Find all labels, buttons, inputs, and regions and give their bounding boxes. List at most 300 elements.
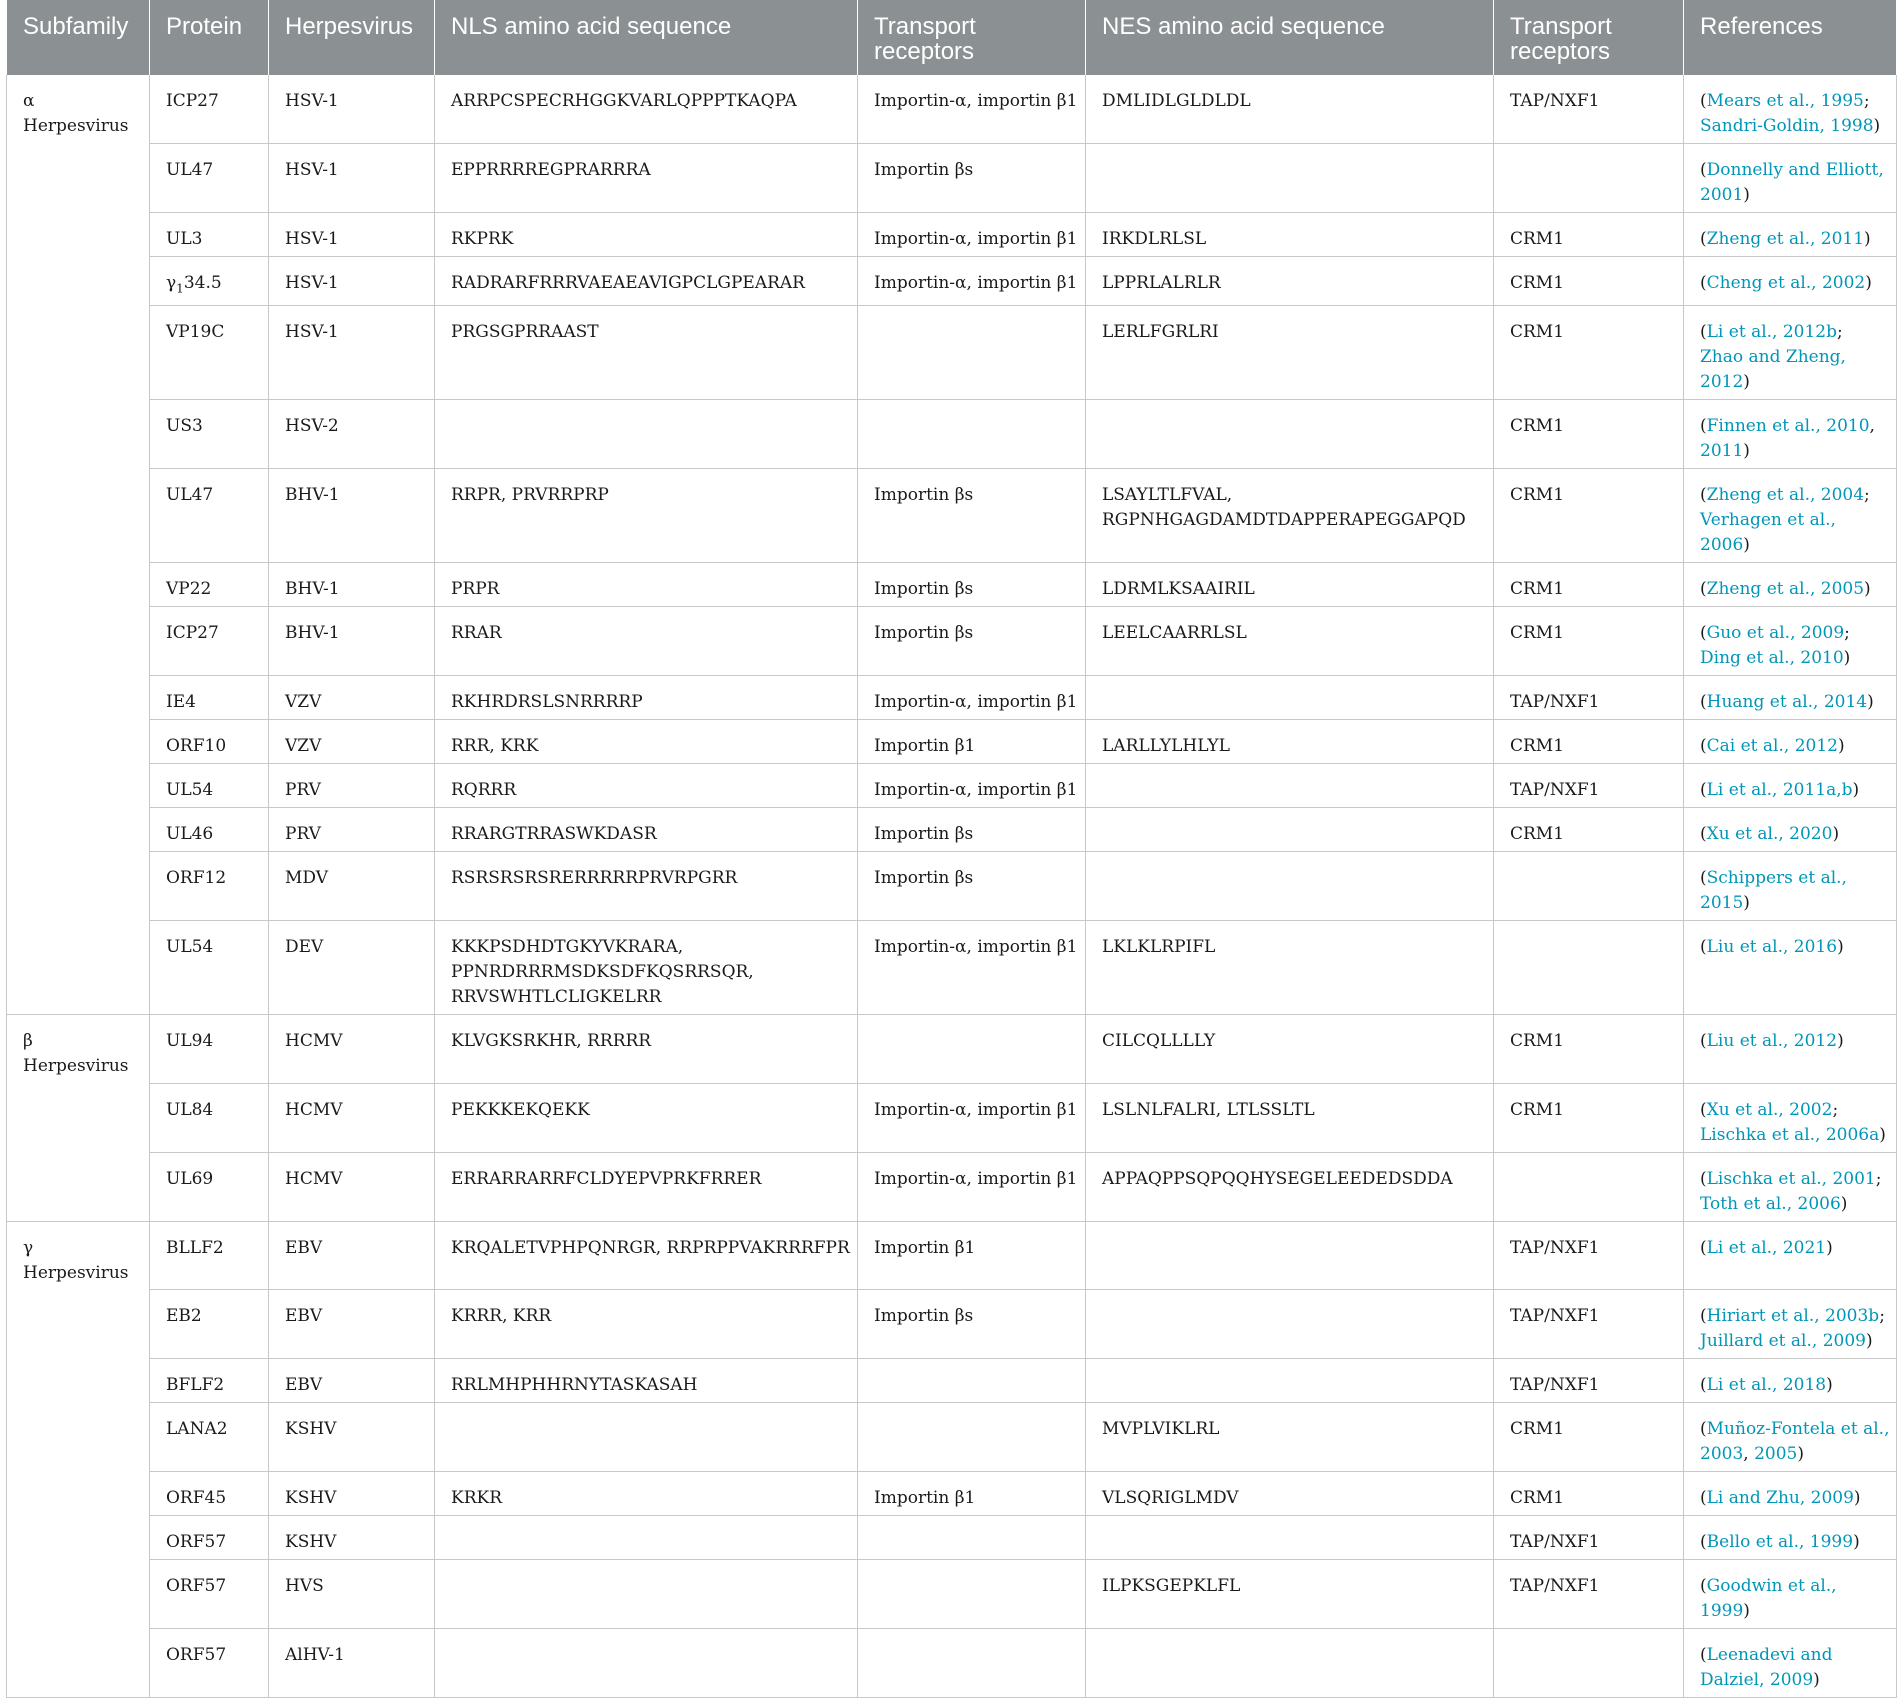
cell-nls-receptor (858, 1560, 1086, 1629)
table-row (7, 1472, 1897, 1516)
cell-nls-receptor: Importin-α, importin β1 (858, 213, 1086, 257)
reference-link[interactable]: Li et al., 2011a,b (1706, 780, 1853, 801)
cell-nls-receptor: Importin-α, importin β1 (858, 1083, 1086, 1152)
cell-herpesvirus: HCMV (269, 1015, 435, 1084)
reference-link[interactable]: Liu et al., 2016 (1706, 937, 1838, 958)
cell-references (1684, 1516, 1897, 1560)
reference-punctuation: ( (1700, 1031, 1707, 1052)
cell-nls-receptor: Importin-α, importin β1 (858, 764, 1086, 808)
cell-nes-sequence: LKLKLRPIFL (1086, 921, 1494, 1015)
cell-subfamily: γ Herpesvirus (7, 1221, 150, 1290)
reference-punctuation: ( (1700, 1168, 1707, 1189)
cell-herpesvirus: EBV (269, 1221, 435, 1290)
cell-nls-sequence: RADRARFRRRVAEAEAVIGPCLGPEARAR (435, 257, 858, 306)
cell-nls-receptor: Importin β1 (858, 720, 1086, 764)
table-row (7, 306, 1897, 400)
table-row (7, 400, 1897, 469)
cell-references (1684, 852, 1897, 921)
protein-greek: γ (166, 273, 177, 293)
header-nls-transport-receptors: Transport receptors (858, 0, 1086, 75)
cell-subfamily (7, 1403, 150, 1472)
cell-references (1684, 75, 1897, 144)
cell-nls-sequence: KRKR (435, 1472, 858, 1516)
cell-nes-sequence: LPPRLALRLR (1086, 257, 1494, 306)
reference-punctuation: ) (1743, 441, 1750, 462)
herpesvirus-nls-nes-table (6, 0, 1897, 1698)
cell-references (1684, 1290, 1897, 1359)
reference-punctuation: ) (1853, 1532, 1860, 1553)
reference-punctuation: ) (1837, 937, 1844, 958)
reference-punctuation: ( (1700, 937, 1707, 958)
cell-nes-receptor: CRM1 (1494, 808, 1684, 852)
reference-punctuation: ) (1840, 1193, 1848, 1214)
cell-nls-receptor: Importin βs (858, 852, 1086, 921)
cell-nes-sequence: LERLFGRLRI (1086, 306, 1494, 400)
cell-nls-sequence (435, 1516, 858, 1560)
cell-nes-sequence: LDRMLKSAAIRIL (1086, 563, 1494, 607)
cell-nes-receptor: TAP/NXF1 (1494, 1290, 1684, 1359)
table-row (7, 1560, 1897, 1629)
cell-subfamily (7, 257, 150, 306)
cell-references (1684, 213, 1897, 257)
reference-link[interactable]: Li et al., 2012b (1706, 322, 1837, 343)
cell-nes-sequence: VLSQRIGLMDV (1086, 1472, 1494, 1516)
cell-herpesvirus: HSV-1 (269, 257, 435, 306)
reference-link[interactable]: Muñoz-Fontela et al., 2003 (1700, 1419, 1890, 1465)
cell-subfamily (7, 469, 150, 563)
cell-nes-receptor (1494, 1629, 1684, 1698)
cell-nls-receptor: Importin βs (858, 607, 1086, 676)
reference-link[interactable]: 2005 (1754, 1444, 1798, 1465)
cell-nes-sequence: LSAYLTLFVAL, RGPNHGAGDAMDTDAPPERAPEGGAPQD (1086, 469, 1494, 563)
reference-punctuation: ( (1700, 623, 1707, 644)
cell-subfamily (7, 607, 150, 676)
table-row (7, 607, 1897, 676)
cell-subfamily (7, 1290, 150, 1359)
cell-herpesvirus: HCMV (269, 1083, 435, 1152)
cell-nes-sequence (1086, 1221, 1494, 1290)
cell-references (1684, 469, 1897, 563)
cell-subfamily (7, 400, 150, 469)
reference-link[interactable]: Liu et al., 2012 (1706, 1031, 1838, 1052)
cell-nes-sequence: DMLIDLGLDLDL (1086, 75, 1494, 144)
reference-punctuation: ( (1700, 1306, 1707, 1327)
cell-nls-receptor: Importin βs (858, 808, 1086, 852)
cell-nes-sequence: LARLLYLHLYL (1086, 720, 1494, 764)
reference-punctuation: ) (1843, 648, 1851, 669)
cell-references (1684, 1629, 1897, 1698)
cell-protein: ORF12 (150, 852, 269, 921)
cell-references (1684, 764, 1897, 808)
cell-nes-sequence: LEELCAARRLSL (1086, 607, 1494, 676)
reference-punctuation: ( (1700, 692, 1707, 713)
cell-subfamily (7, 921, 150, 1015)
reference-punctuation: ( (1700, 1488, 1707, 1509)
cell-nes-receptor: CRM1 (1494, 469, 1684, 563)
cell-nes-sequence (1086, 852, 1494, 921)
header-row (7, 0, 1897, 75)
cell-nes-receptor: TAP/NXF1 (1494, 764, 1684, 808)
cell-nls-receptor (858, 1359, 1086, 1403)
cell-nls-sequence: KRRR, KRR (435, 1290, 858, 1359)
cell-subfamily (7, 306, 150, 400)
cell-herpesvirus: HSV-1 (269, 213, 435, 257)
cell-nes-receptor: CRM1 (1494, 257, 1684, 306)
cell-nls-receptor: Importin-α, importin β1 (858, 921, 1086, 1015)
cell-nls-sequence (435, 400, 858, 469)
reference-link[interactable]: Leenadevi and Dalziel, 2009 (1700, 1645, 1833, 1691)
cell-subfamily (7, 676, 150, 720)
cell-subfamily: β Herpesvirus (7, 1015, 150, 1084)
reference-punctuation: ; (1879, 1306, 1885, 1327)
cell-subfamily (7, 1083, 150, 1152)
cell-herpesvirus: BHV-1 (269, 469, 435, 563)
cell-references (1684, 720, 1897, 764)
cell-protein: ICP27 (150, 607, 269, 676)
cell-references (1684, 1083, 1897, 1152)
cell-herpesvirus: BHV-1 (269, 563, 435, 607)
cell-nls-receptor: Importin βs (858, 1290, 1086, 1359)
reference-link[interactable]: Goodwin et al., 1999 (1700, 1576, 1837, 1622)
reference-link[interactable]: Schippers et al., 2015 (1700, 868, 1847, 914)
cell-nls-sequence: PRGSGPRRAAST (435, 306, 858, 400)
table-row (7, 1359, 1897, 1403)
reference-punctuation: ) (1743, 1601, 1750, 1622)
reference-link[interactable]: Xu et al., 2002 (1706, 1099, 1833, 1120)
reference-punctuation: ( (1700, 91, 1707, 111)
cell-protein: ORF57 (150, 1629, 269, 1698)
cell-nls-receptor (858, 306, 1086, 400)
table-row (7, 676, 1897, 720)
cell-protein: ORF45 (150, 1472, 269, 1516)
reference-link[interactable]: Xu et al., 2020 (1706, 824, 1833, 845)
reference-punctuation: ( (1700, 485, 1707, 506)
cell-subfamily: α Herpesvirus (7, 75, 150, 144)
cell-protein: ORF57 (150, 1516, 269, 1560)
reference-punctuation: ( (1700, 824, 1707, 845)
reference-punctuation: ) (1873, 116, 1881, 136)
reference-punctuation: ( (1700, 780, 1707, 801)
cell-nls-receptor: Importin-α, importin β1 (858, 75, 1086, 144)
reference-link[interactable]: Cai et al., 2012 (1706, 736, 1838, 757)
cell-nls-sequence: RRLMHPHHRNYTASKASAH (435, 1359, 858, 1403)
cell-nes-sequence: IRKDLRLSL (1086, 213, 1494, 257)
reference-punctuation: ; (1837, 322, 1843, 343)
cell-protein: IE4 (150, 676, 269, 720)
cell-herpesvirus: BHV-1 (269, 607, 435, 676)
reference-punctuation: ) (1852, 780, 1860, 801)
cell-nls-sequence: RKPRK (435, 213, 858, 257)
cell-references (1684, 1152, 1897, 1221)
protein-subscript: 1 (176, 281, 184, 296)
cell-protein: UL54 (150, 764, 269, 808)
table-row (7, 144, 1897, 213)
reference-punctuation: ) (1826, 1375, 1833, 1396)
cell-references (1684, 563, 1897, 607)
cell-subfamily (7, 1152, 150, 1221)
reference-punctuation: ) (1864, 579, 1871, 600)
reference-punctuation: ) (1743, 535, 1750, 556)
cell-herpesvirus: HSV-1 (269, 306, 435, 400)
cell-herpesvirus: PRV (269, 764, 435, 808)
cell-subfamily (7, 144, 150, 213)
cell-nes-receptor: TAP/NXF1 (1494, 1221, 1684, 1290)
header-herpesvirus: Herpesvirus (269, 0, 435, 75)
reference-punctuation: ( (1700, 736, 1707, 757)
reference-link[interactable]: Bello et al., 1999 (1706, 1532, 1854, 1553)
reference-punctuation: ) (1743, 372, 1750, 393)
cell-nes-receptor: CRM1 (1494, 1472, 1684, 1516)
cell-subfamily (7, 1516, 150, 1560)
cell-protein: ICP27 (150, 75, 269, 144)
cell-references (1684, 257, 1897, 306)
protein-suffix: 34.5 (183, 273, 222, 293)
cell-nes-receptor: TAP/NXF1 (1494, 1359, 1684, 1403)
cell-nls-receptor: Importin-α, importin β1 (858, 1152, 1086, 1221)
reference-link[interactable]: Li and Zhu, 2009 (1706, 1488, 1854, 1509)
cell-references (1684, 1403, 1897, 1472)
cell-references (1684, 921, 1897, 1015)
cell-herpesvirus: KSHV (269, 1516, 435, 1560)
cell-nes-receptor: TAP/NXF1 (1494, 676, 1684, 720)
cell-herpesvirus: DEV (269, 921, 435, 1015)
cell-nls-receptor: Importin β1 (858, 1472, 1086, 1516)
reference-punctuation: , (1743, 1444, 1755, 1465)
cell-subfamily (7, 720, 150, 764)
cell-nes-receptor (1494, 1152, 1684, 1221)
table-row (7, 257, 1897, 306)
cell-nes-receptor: CRM1 (1494, 1403, 1684, 1472)
cell-references (1684, 1560, 1897, 1629)
cell-herpesvirus: VZV (269, 720, 435, 764)
reference-link[interactable]: Cheng et al., 2002 (1706, 273, 1866, 293)
reference-link[interactable]: Mears et al., 1995 (1706, 91, 1864, 111)
cell-references (1684, 808, 1897, 852)
reference-punctuation: ; (1844, 623, 1850, 644)
reference-link[interactable]: Zheng et al., 2011 (1706, 229, 1865, 249)
cell-nes-receptor: CRM1 (1494, 213, 1684, 257)
cell-protein: BLLF2 (150, 1221, 269, 1290)
cell-herpesvirus: KSHV (269, 1472, 435, 1516)
cell-protein: UL94 (150, 1015, 269, 1084)
reference-punctuation: ) (1837, 1031, 1844, 1052)
reference-link[interactable]: 2011 (1700, 441, 1744, 462)
table-row (7, 75, 1897, 144)
reference-punctuation: ) (1864, 229, 1871, 249)
cell-herpesvirus: HSV-1 (269, 75, 435, 144)
reference-punctuation: ) (1865, 1331, 1873, 1352)
cell-protein: UL84 (150, 1083, 269, 1152)
cell-nes-sequence (1086, 764, 1494, 808)
reference-punctuation: ( (1700, 160, 1707, 180)
cell-nes-sequence (1086, 144, 1494, 213)
reference-punctuation: ) (1813, 1670, 1820, 1691)
cell-nls-sequence: RQRRR (435, 764, 858, 808)
table-row (7, 1152, 1897, 1221)
cell-subfamily (7, 852, 150, 921)
table-row (7, 720, 1897, 764)
cell-nes-sequence (1086, 1516, 1494, 1560)
reference-punctuation: ; (1832, 1099, 1839, 1120)
cell-references (1684, 1015, 1897, 1084)
cell-nls-sequence: RRR, KRK (435, 720, 858, 764)
cell-references (1684, 1472, 1897, 1516)
reference-link[interactable]: Verhagen et al., 2006 (1700, 510, 1836, 556)
cell-herpesvirus: HVS (269, 1560, 435, 1629)
cell-nls-receptor: Importin β1 (858, 1221, 1086, 1290)
reference-punctuation: ( (1700, 322, 1707, 343)
cell-nls-receptor: Importin βs (858, 469, 1086, 563)
reference-link[interactable]: Li et al., 2021 (1706, 1237, 1827, 1258)
reference-link[interactable]: Zhao and Zheng, 2012 (1700, 347, 1846, 393)
cell-protein: UL47 (150, 144, 269, 213)
reference-punctuation: ) (1743, 185, 1750, 205)
reference-punctuation: ; (1863, 91, 1870, 111)
reference-punctuation: ) (1797, 1444, 1804, 1465)
reference-link[interactable]: Lischka et al., 2006a (1700, 1124, 1880, 1145)
cell-herpesvirus: VZV (269, 676, 435, 720)
reference-link[interactable]: Finnen et al., 2010 (1706, 416, 1870, 437)
cell-protein: EB2 (150, 1290, 269, 1359)
reference-punctuation: ) (1867, 692, 1874, 713)
cell-protein: VP22 (150, 563, 269, 607)
table-row (7, 1516, 1897, 1560)
cell-nls-sequence (435, 1629, 858, 1698)
reference-link[interactable]: Guo et al., 2009 (1706, 623, 1845, 644)
reference-link[interactable]: Hiriart et al., 2003b (1706, 1306, 1880, 1327)
reference-link[interactable]: Toth et al., 2006 (1700, 1193, 1841, 1214)
reference-punctuation: ) (1879, 1124, 1886, 1145)
cell-nes-receptor: TAP/NXF1 (1494, 1516, 1684, 1560)
cell-references (1684, 607, 1897, 676)
cell-nls-receptor (858, 400, 1086, 469)
cell-nes-receptor: CRM1 (1494, 563, 1684, 607)
table-row (7, 808, 1897, 852)
cell-nes-sequence: APPAQPPSQPQQHYSEGELEEDEDSDDA (1086, 1152, 1494, 1221)
table-row (7, 469, 1897, 563)
cell-references (1684, 1221, 1897, 1290)
cell-nls-sequence: KKKPSDHDTGKYVKRARA, PPNRDRRRMSDKSDFKQSRRSQR, RRVSWHTLCLIGKELRR (435, 921, 858, 1015)
reference-punctuation: ( (1700, 416, 1707, 437)
table-row (7, 563, 1897, 607)
reference-link[interactable]: Zheng et al., 2005 (1706, 579, 1865, 600)
table-body (7, 75, 1897, 1698)
reference-link[interactable]: Li et al., 2018 (1706, 1375, 1827, 1396)
cell-nes-sequence (1086, 676, 1494, 720)
cell-nls-receptor (858, 1629, 1086, 1698)
table-row (7, 852, 1897, 921)
reference-link[interactable]: Huang et al., 2014 (1706, 692, 1868, 713)
header-nls-sequence: NLS amino acid sequence (435, 0, 858, 75)
cell-herpesvirus: AlHV-1 (269, 1629, 435, 1698)
reference-punctuation: ; (1875, 1168, 1882, 1189)
cell-protein: UL3 (150, 213, 269, 257)
table-row (7, 764, 1897, 808)
reference-punctuation: ( (1700, 868, 1707, 889)
reference-link[interactable]: Ding et al., 2010 (1700, 648, 1844, 669)
reference-punctuation: ) (1832, 824, 1840, 845)
cell-herpesvirus: MDV (269, 852, 435, 921)
reference-punctuation: ( (1700, 1532, 1707, 1553)
cell-nls-sequence: RSRSRSRSRERRRRRPRVRPGRR (435, 852, 858, 921)
reference-link[interactable]: Zheng et al., 2004 (1706, 485, 1865, 506)
cell-nes-sequence: CILCQLLLLY (1086, 1015, 1494, 1084)
header-nes-transport-receptors: Transport receptors (1494, 0, 1684, 75)
reference-link[interactable]: Juillard et al., 2009 (1700, 1331, 1866, 1352)
cell-nls-receptor: Importin βs (858, 144, 1086, 213)
reference-link[interactable]: Sandri-Goldin, 1998 (1700, 116, 1874, 136)
cell-subfamily (7, 808, 150, 852)
cell-nls-sequence: RRPR, PRVRRPRP (435, 469, 858, 563)
reference-punctuation: ) (1865, 273, 1872, 293)
cell-subfamily (7, 1472, 150, 1516)
cell-protein: UL69 (150, 1152, 269, 1221)
cell-nls-sequence: RKHRDRSLSNRRRRP (435, 676, 858, 720)
cell-nes-sequence (1086, 808, 1494, 852)
cell-subfamily (7, 1359, 150, 1403)
cell-herpesvirus: PRV (269, 808, 435, 852)
cell-nls-sequence: RRAR (435, 607, 858, 676)
reference-punctuation: ) (1853, 1488, 1861, 1509)
cell-subfamily (7, 1560, 150, 1629)
reference-punctuation: ( (1700, 1237, 1707, 1258)
cell-herpesvirus: KSHV (269, 1403, 435, 1472)
cell-nes-receptor: CRM1 (1494, 400, 1684, 469)
header-subfamily: Subfamily (7, 0, 150, 75)
cell-subfamily (7, 1629, 150, 1698)
cell-nes-sequence (1086, 400, 1494, 469)
cell-nls-receptor (858, 1403, 1086, 1472)
table-row (7, 1290, 1897, 1359)
reference-punctuation: ) (1743, 893, 1750, 914)
cell-nes-receptor: CRM1 (1494, 1015, 1684, 1084)
cell-protein (150, 257, 269, 306)
cell-protein: ORF57 (150, 1560, 269, 1629)
cell-references (1684, 306, 1897, 400)
table-row (7, 1629, 1897, 1698)
cell-nes-sequence: ILPKSGEPKLFL (1086, 1560, 1494, 1629)
cell-nes-receptor (1494, 852, 1684, 921)
reference-punctuation: ( (1700, 579, 1707, 600)
cell-references (1684, 1359, 1897, 1403)
cell-nls-receptor: Importin-α, importin β1 (858, 676, 1086, 720)
reference-punctuation: ; (1864, 485, 1870, 506)
cell-herpesvirus: HSV-1 (269, 144, 435, 213)
cell-nes-sequence (1086, 1290, 1494, 1359)
cell-references (1684, 144, 1897, 213)
table-row (7, 1015, 1897, 1084)
reference-link[interactable]: Lischka et al., 2001 (1706, 1168, 1876, 1189)
cell-protein: BFLF2 (150, 1359, 269, 1403)
reference-link[interactable]: Donnelly and Elliott, 2001 (1700, 160, 1884, 205)
cell-nls-receptor: Importin βs (858, 563, 1086, 607)
cell-nes-sequence: LSLNLFALRI, LTLSSLTL (1086, 1083, 1494, 1152)
cell-nes-receptor: CRM1 (1494, 1083, 1684, 1152)
header-references: References (1684, 0, 1897, 75)
cell-references (1684, 676, 1897, 720)
reference-punctuation: ( (1700, 273, 1707, 293)
reference-punctuation: ( (1700, 1375, 1707, 1396)
cell-protein: LANA2 (150, 1403, 269, 1472)
table-row (7, 921, 1897, 1015)
cell-subfamily (7, 213, 150, 257)
cell-nes-sequence: MVPLVIKLRL (1086, 1403, 1494, 1472)
cell-nls-sequence: RRARGTRRASWKDASR (435, 808, 858, 852)
cell-nes-sequence (1086, 1359, 1494, 1403)
table-row (7, 1083, 1897, 1152)
cell-herpesvirus: EBV (269, 1290, 435, 1359)
cell-nes-receptor: CRM1 (1494, 607, 1684, 676)
